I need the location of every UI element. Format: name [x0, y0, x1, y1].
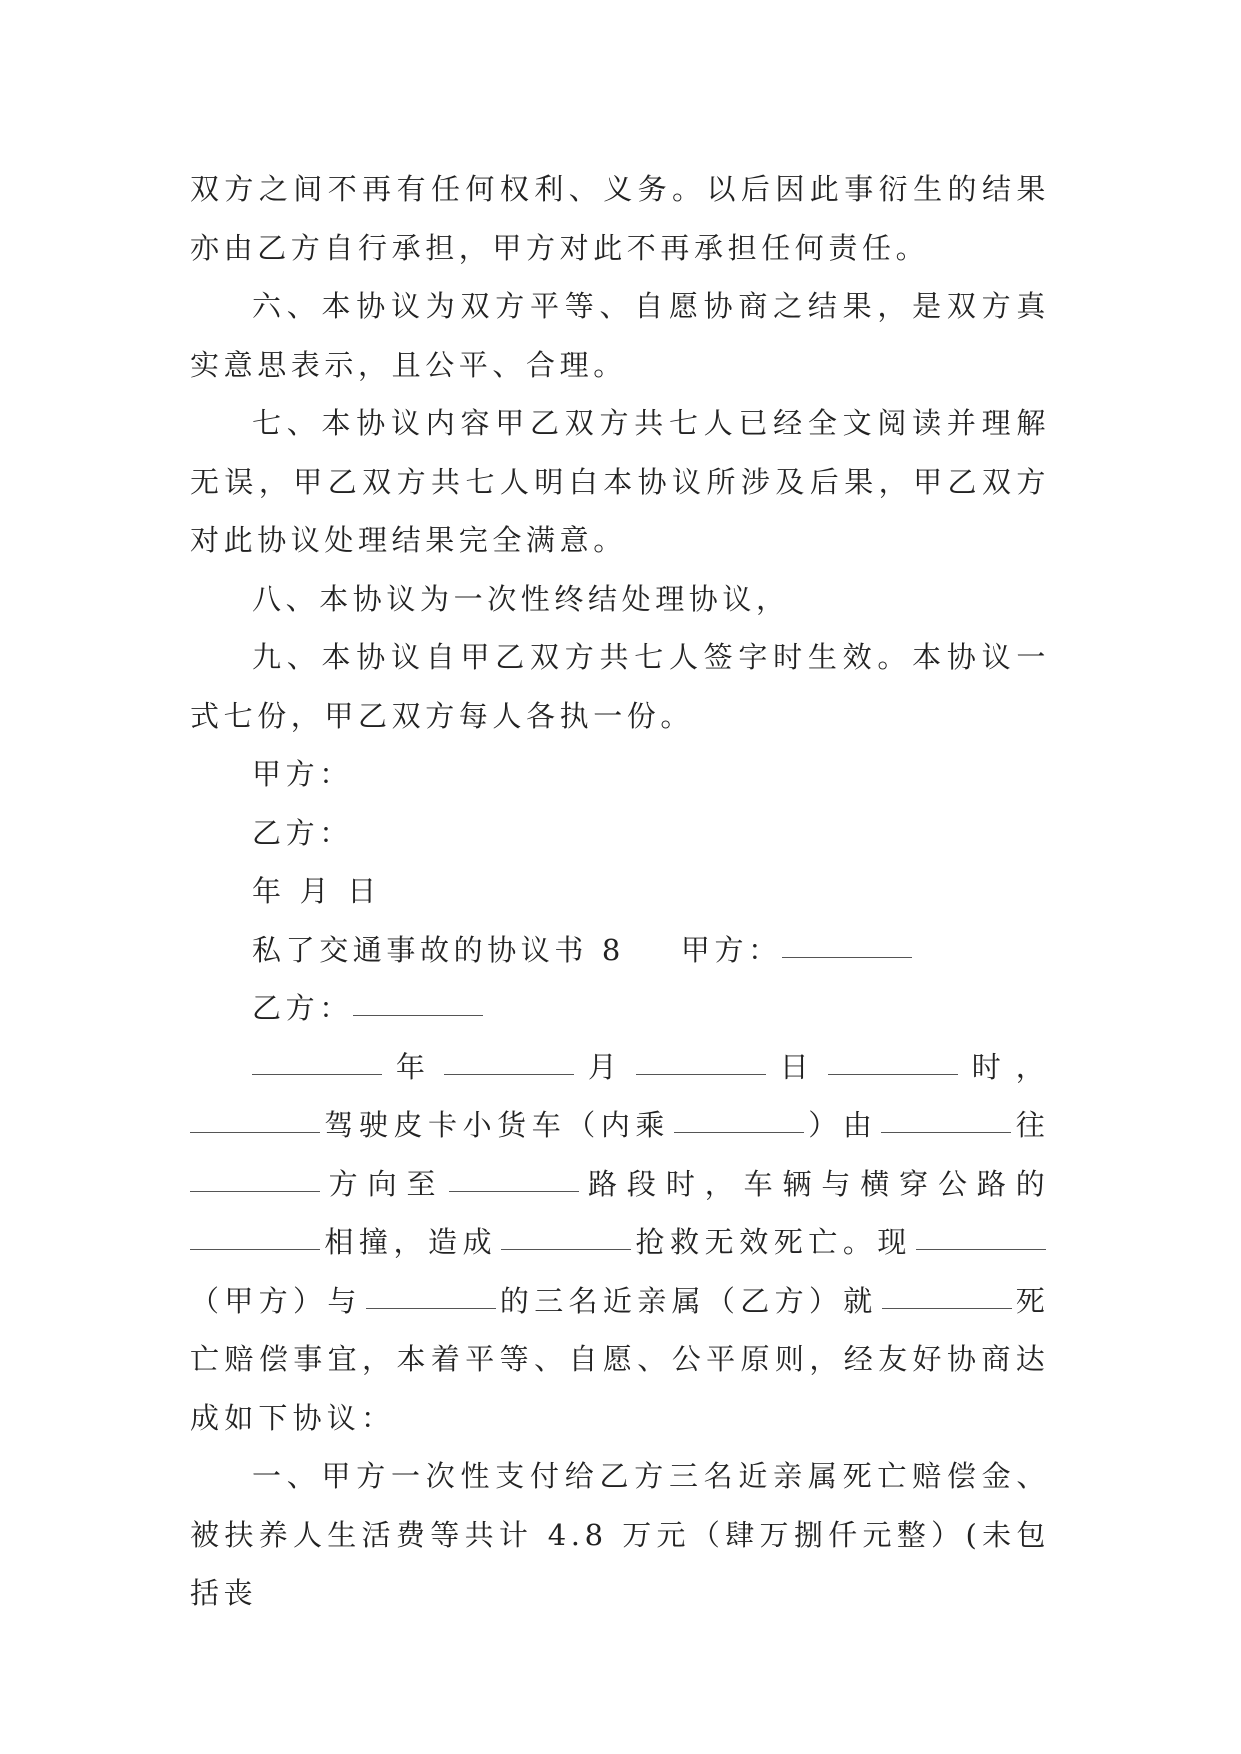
blank-direction — [190, 1190, 320, 1192]
agreement-title: 私了交通事故的协议书 8 — [252, 932, 625, 967]
party-a-text: （甲方）与 — [190, 1283, 362, 1318]
drive-text: 驾驶皮卡小货车（内乘 — [324, 1108, 670, 1142]
blank-hour — [828, 1073, 958, 1075]
relatives-text: 的三名近亲属（乙方）就 — [499, 1283, 878, 1318]
signature-date — [190, 862, 1050, 921]
party-a-label-2: 甲方： — [680, 932, 782, 967]
to-text: 往 — [1015, 1108, 1050, 1142]
blank-deceased-2 — [882, 1307, 1012, 1309]
month-label: 月 — [577, 1049, 632, 1084]
rescue-text: 抢救无效死亡。现 — [635, 1225, 912, 1259]
party-b-blank — [353, 1014, 483, 1016]
blank-from — [881, 1131, 1011, 1133]
direction-text: 方向至 — [324, 1166, 446, 1201]
party-a-blank — [782, 956, 912, 958]
blank-year — [252, 1073, 382, 1075]
from-text: ）由 — [807, 1108, 878, 1142]
hour-label: 时， — [961, 1049, 1051, 1084]
date-day-label: 日 — [347, 874, 381, 908]
road-text: 路段时，车辆与横穿公路的 — [583, 1166, 1050, 1201]
blank-victim — [501, 1248, 631, 1250]
signature-party-a: 甲方： — [252, 757, 353, 791]
party-b-line — [190, 979, 1050, 1038]
date-year-label: 年 — [252, 874, 286, 908]
death-text: 死亡赔偿事宜，本着平等、自愿、公平原则，经友好协商达成如下协议： — [190, 1283, 1050, 1435]
agreement-title-line — [190, 921, 1050, 980]
blank-pedestrian — [190, 1248, 320, 1250]
document-body — [190, 160, 1050, 1623]
blank-month — [444, 1073, 574, 1075]
signature-party-b: 乙方： — [252, 815, 353, 850]
clause-one: 一、甲方一次性支付给乙方三名近亲属死亡赔偿金、被扶养人生活费等共计 4.8 万元（肆万捌仟元整）(未包括丧 — [190, 1459, 1050, 1610]
blank-driver — [190, 1131, 320, 1133]
blank-party-a-name — [916, 1248, 1046, 1250]
day-label: 日 — [769, 1049, 824, 1084]
clause-seven: 七、本协议内容甲乙双方共七人已经全文阅读并理解无误，甲乙双方共七人明白本协议所涉及后果，甲乙双方对此协议处理结果完全满意。 — [190, 406, 1050, 557]
year-label: 年 — [386, 1049, 440, 1084]
clause-nine: 九、本协议自甲乙双方共七人签字时生效。本协议一式七份，甲乙双方每人各执一份。 — [190, 640, 1050, 733]
date-month-label: 月 — [299, 874, 334, 908]
clause-six: 六、本协议为双方平等、自愿协商之结果，是双方真实意思表示，且公平、合理。 — [190, 289, 1050, 382]
blank-road — [449, 1190, 579, 1192]
paragraph-continuation: 双方之间不再有任何权利、义务。以后因此事衍生的结果亦由乙方自行承担，甲方对此不再承担任何责任。 — [190, 172, 1050, 265]
clause-eight: 八、本协议为一次性终结处理协议， — [252, 581, 790, 616]
collide-text: 相撞，造成 — [324, 1225, 498, 1259]
accident-paragraph — [190, 1038, 1050, 1448]
blank-deceased — [366, 1307, 496, 1309]
blank-passenger — [674, 1131, 804, 1133]
party-b-label-2: 乙方： — [252, 991, 353, 1025]
blank-day — [636, 1073, 766, 1075]
